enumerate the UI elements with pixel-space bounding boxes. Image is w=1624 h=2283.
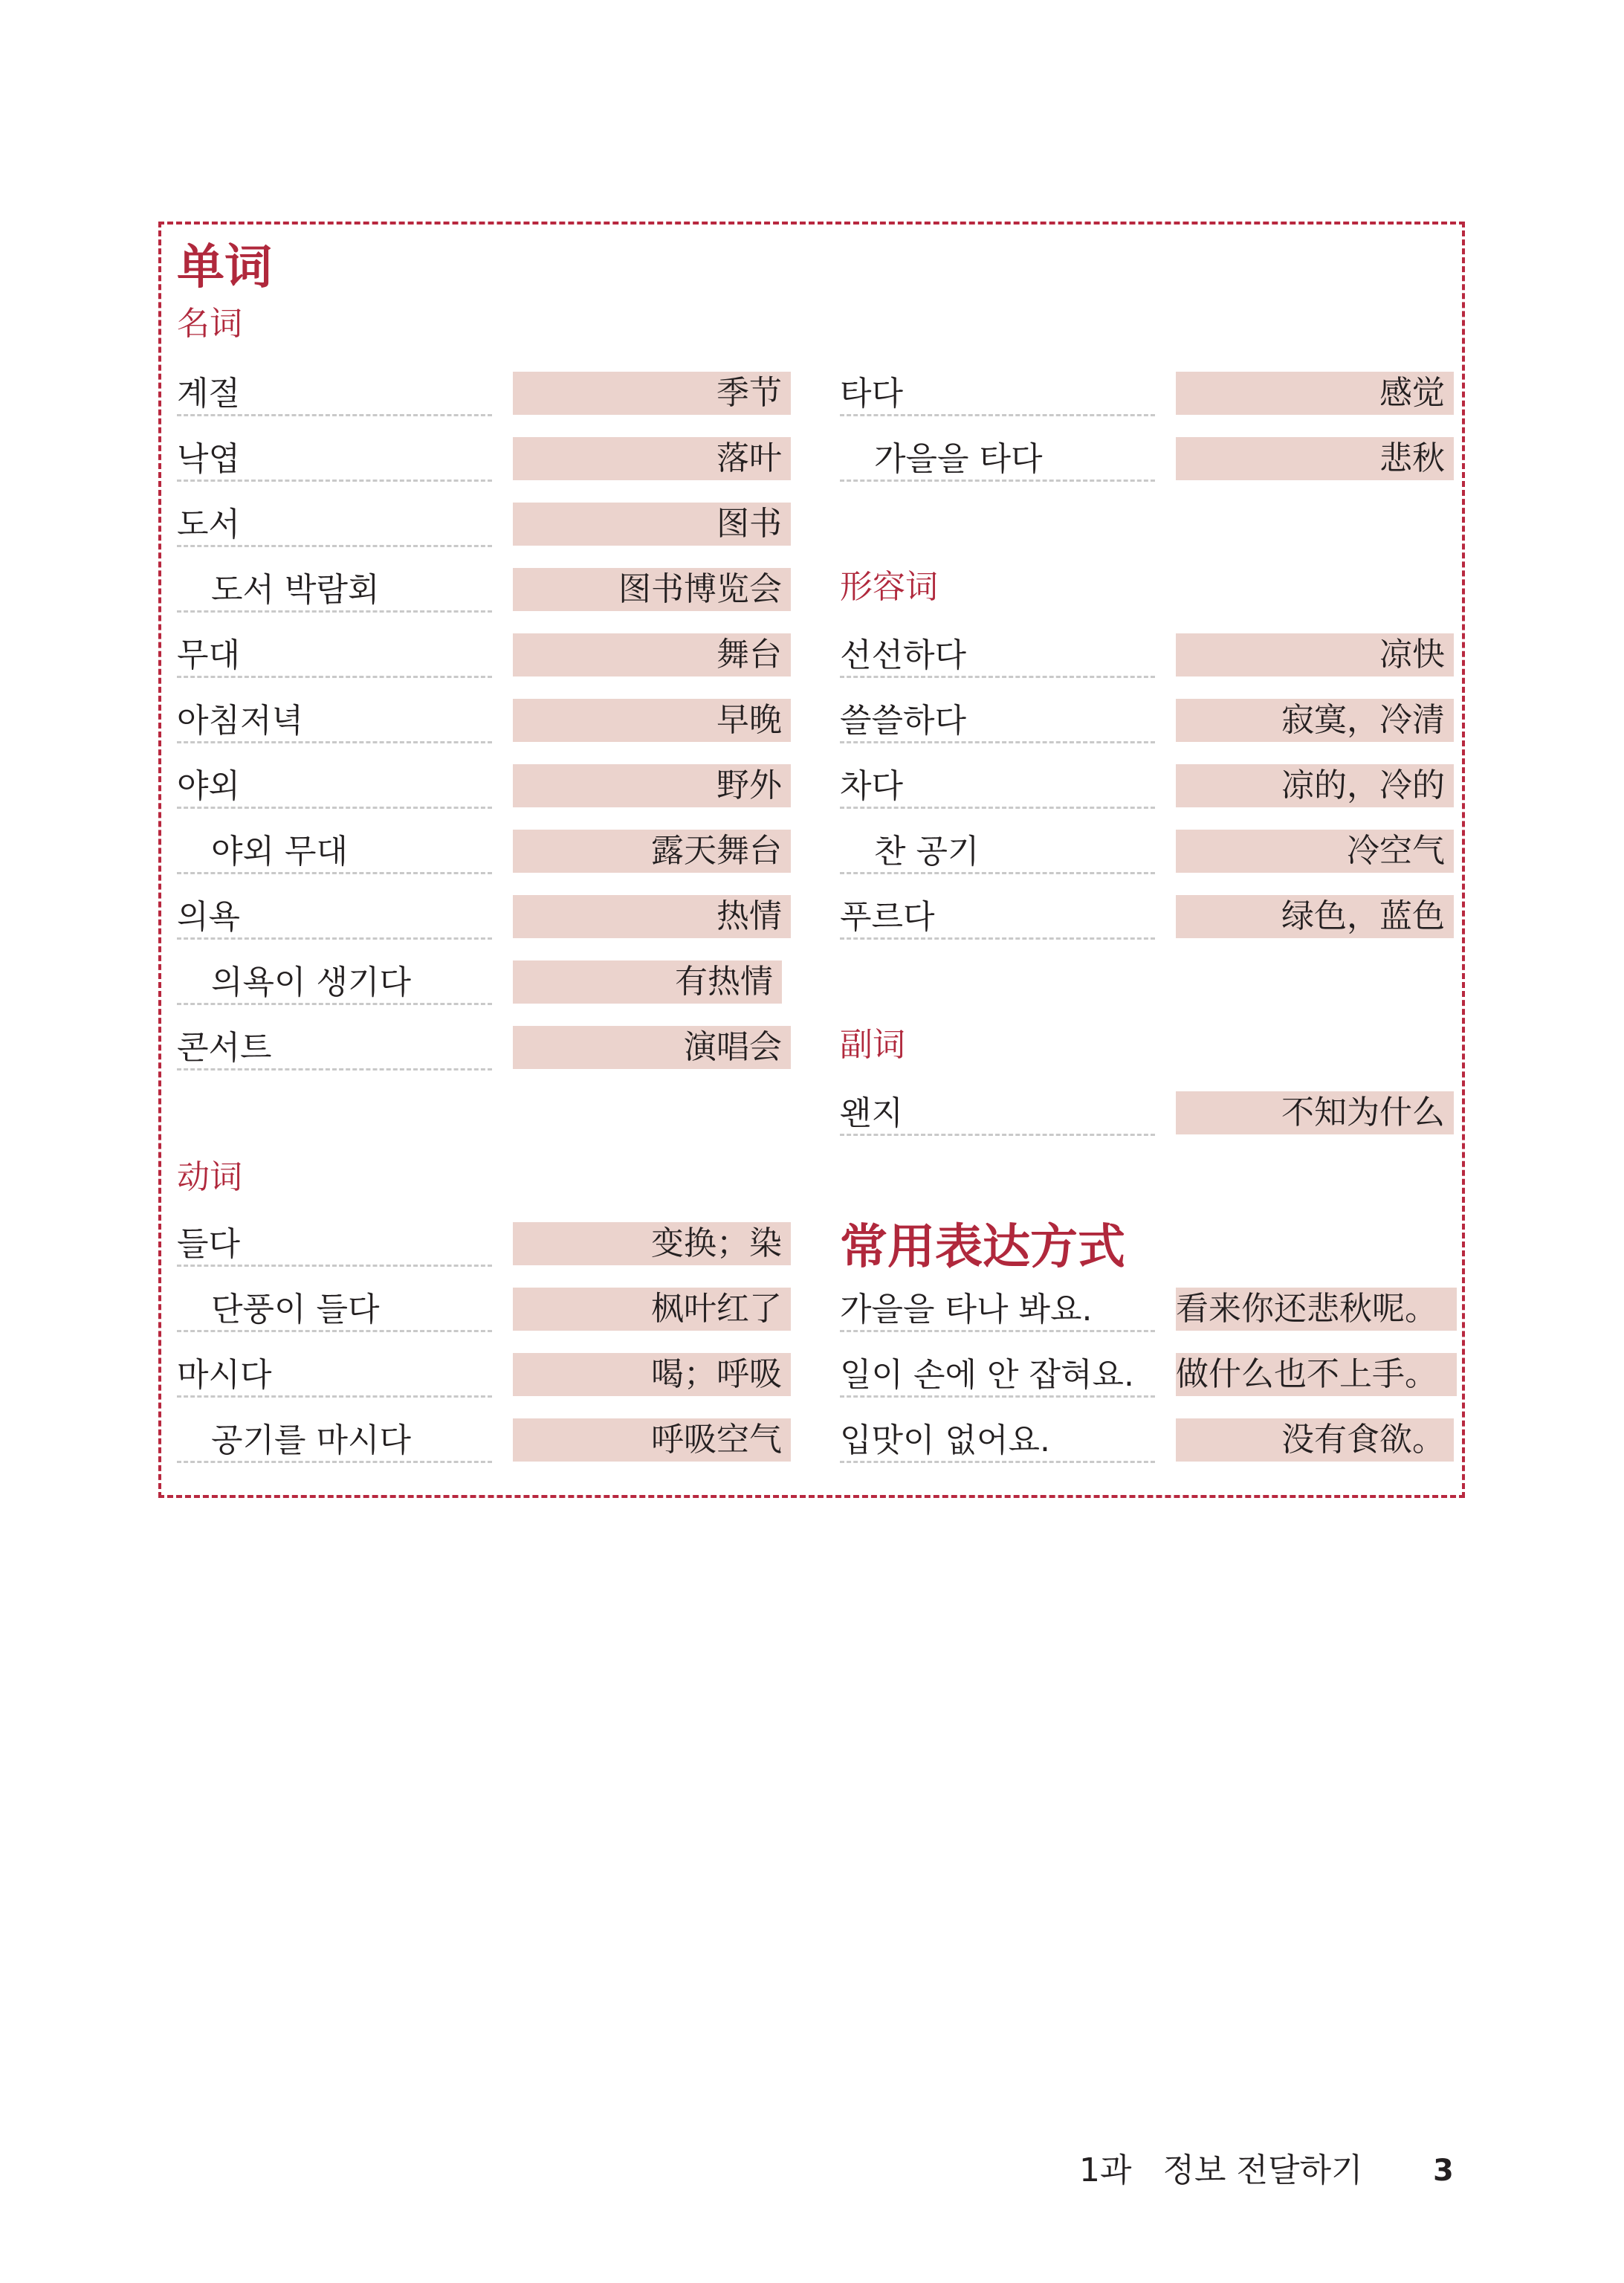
meaning-cell: 季节 [513,372,791,415]
meaning-cell: 热情 [513,895,791,938]
meaning-cell: 绿色，蓝色 [1176,895,1454,938]
word-row: 선선하다 [840,633,1155,678]
chapter-title: 1과 정보 전달하기 [1079,2151,1363,2189]
meaning-cell: 寂寞，冷清 [1176,699,1454,742]
meaning-cell: 感觉 [1176,372,1454,415]
word-row: 의욕이 생기다 [177,960,492,1005]
expression-meaning: 做什么也不上手。 [1176,1353,1457,1396]
word-row: 야외 [177,764,492,809]
word-row: 도서 박람회 [177,568,492,613]
word-row: 아침저녁 [177,699,492,743]
meaning-cell: 舞台 [513,633,791,676]
word-row: 찬 공기 [840,830,1155,874]
word-row: 의욕 [177,895,492,940]
expression-meaning: 没有食欲。 [1176,1418,1454,1462]
word-row: 가을을 타다 [840,437,1155,482]
vocab-title: 单词 [177,240,272,295]
meaning-cell: 有热情 [513,960,782,1004]
expression-row: 가을을 타나 봐요. [840,1288,1155,1332]
adjectives-label: 形容词 [840,568,938,606]
meaning-cell: 落叶 [513,437,791,480]
word-row: 들다 [177,1222,492,1267]
meaning-cell: 图书博览会 [513,568,791,611]
word-row: 차다 [840,764,1155,809]
meaning-cell: 悲秋 [1176,437,1454,480]
expressions-title: 常用表达方式 [840,1220,1125,1275]
expression-row: 일이 손에 안 잡혀요. [840,1353,1155,1398]
word-row: 무대 [177,633,492,678]
meaning-cell: 呼吸空气 [513,1418,791,1462]
word-row: 콘서트 [177,1026,492,1071]
word-row: 야외 무대 [177,830,492,874]
expression-row: 입맛이 없어요. [840,1418,1155,1463]
meaning-cell: 凉快 [1176,633,1454,676]
nouns-label: 名词 [177,305,242,343]
word-row: 마시다 [177,1353,492,1398]
meaning-cell: 枫叶红了 [513,1288,791,1331]
word-row: 도서 [177,503,492,547]
word-row: 쓸쓸하다 [840,699,1155,743]
adverbs-label: 副词 [840,1026,905,1064]
word-row: 낙엽 [177,437,492,482]
meaning-cell: 演唱会 [513,1026,791,1069]
meaning-cell: 喝；呼吸 [513,1353,791,1396]
meaning-cell: 野外 [513,764,791,807]
word-row: 계절 [177,372,492,416]
meaning-cell: 不知为什么 [1176,1091,1454,1134]
meaning-cell: 变换；染 [513,1222,791,1265]
word-row: 공기를 마시다 [177,1418,492,1463]
page-number: 3 [1433,2154,1454,2188]
word-row: 단풍이 들다 [177,1288,492,1332]
word-row: 푸르다 [840,895,1155,940]
meaning-cell: 图书 [513,503,791,546]
word-row: 타다 [840,372,1155,416]
word-row: 왠지 [840,1091,1155,1136]
meaning-cell: 露天舞台 [513,830,791,873]
meaning-cell: 早晚 [513,699,791,742]
verbs-label: 动词 [177,1158,242,1196]
meaning-cell: 冷空气 [1176,830,1454,873]
meaning-cell: 凉的，冷的 [1176,764,1454,807]
expression-meaning: 看来你还悲秋呢。 [1176,1288,1457,1331]
